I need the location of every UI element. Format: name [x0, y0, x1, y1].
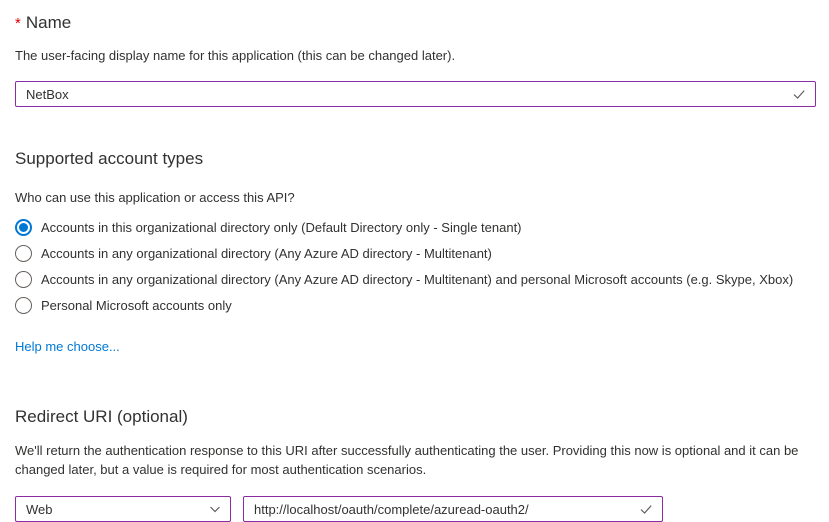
radio-button[interactable] [15, 297, 32, 314]
name-description: The user-facing display name for this application (this can be changed later). [15, 48, 456, 63]
radio-button[interactable] [15, 219, 32, 236]
supported-account-types-title: Supported account types [15, 149, 204, 168]
radio-label: Accounts in any organizational directory (Any Azure AD directory - Multitenant) and personal Microsoft accounts (e.g. Skype, Xbox) [41, 271, 794, 287]
supported-account-types-section [15, 148, 814, 356]
platform-select[interactable] [15, 496, 231, 522]
check-icon [638, 501, 654, 517]
redirect-uri-input-container [243, 496, 663, 522]
help-me-choose-link[interactable]: Help me choose... [15, 339, 120, 354]
chevron-down-icon [208, 502, 222, 516]
platform-select-value: Web [26, 501, 53, 517]
radio-label: Personal Microsoft accounts only [41, 297, 232, 313]
redirect-uri-title: Redirect URI (optional) [15, 407, 188, 426]
radio-label: Accounts in any organizational directory (Any Azure AD directory - Multitenant) [41, 245, 492, 261]
name-section-title [15, 12, 814, 34]
account-type-radio-group [15, 214, 814, 318]
radio-button[interactable] [15, 271, 32, 288]
required-marker: * [15, 15, 21, 32]
name-input[interactable] [16, 82, 815, 106]
radio-option-single-tenant[interactable] [15, 214, 814, 240]
radio-button[interactable] [15, 245, 32, 262]
radio-option-personal-only[interactable] [15, 292, 814, 318]
redirect-uri-section [15, 406, 814, 522]
radio-label: Accounts in this organizational directory only (Default Directory only - Single tenant) [41, 219, 522, 235]
redirect-uri-description: We'll return the authentication response to this URI after successfully authenticating the user. Providing this now is optional and it can be changed later, but a value is required for most authentication scenarios. [15, 443, 799, 477]
radio-option-multitenant-personal[interactable] [15, 266, 814, 292]
redirect-uri-input[interactable] [244, 497, 662, 521]
name-input-container [15, 81, 816, 107]
redirect-uri-controls [15, 496, 814, 522]
radio-option-multitenant[interactable] [15, 240, 814, 266]
check-icon [791, 86, 807, 102]
name-section [15, 12, 814, 107]
name-label: Name [25, 13, 72, 32]
account-types-question: Who can use this application or access this API? [15, 190, 295, 205]
